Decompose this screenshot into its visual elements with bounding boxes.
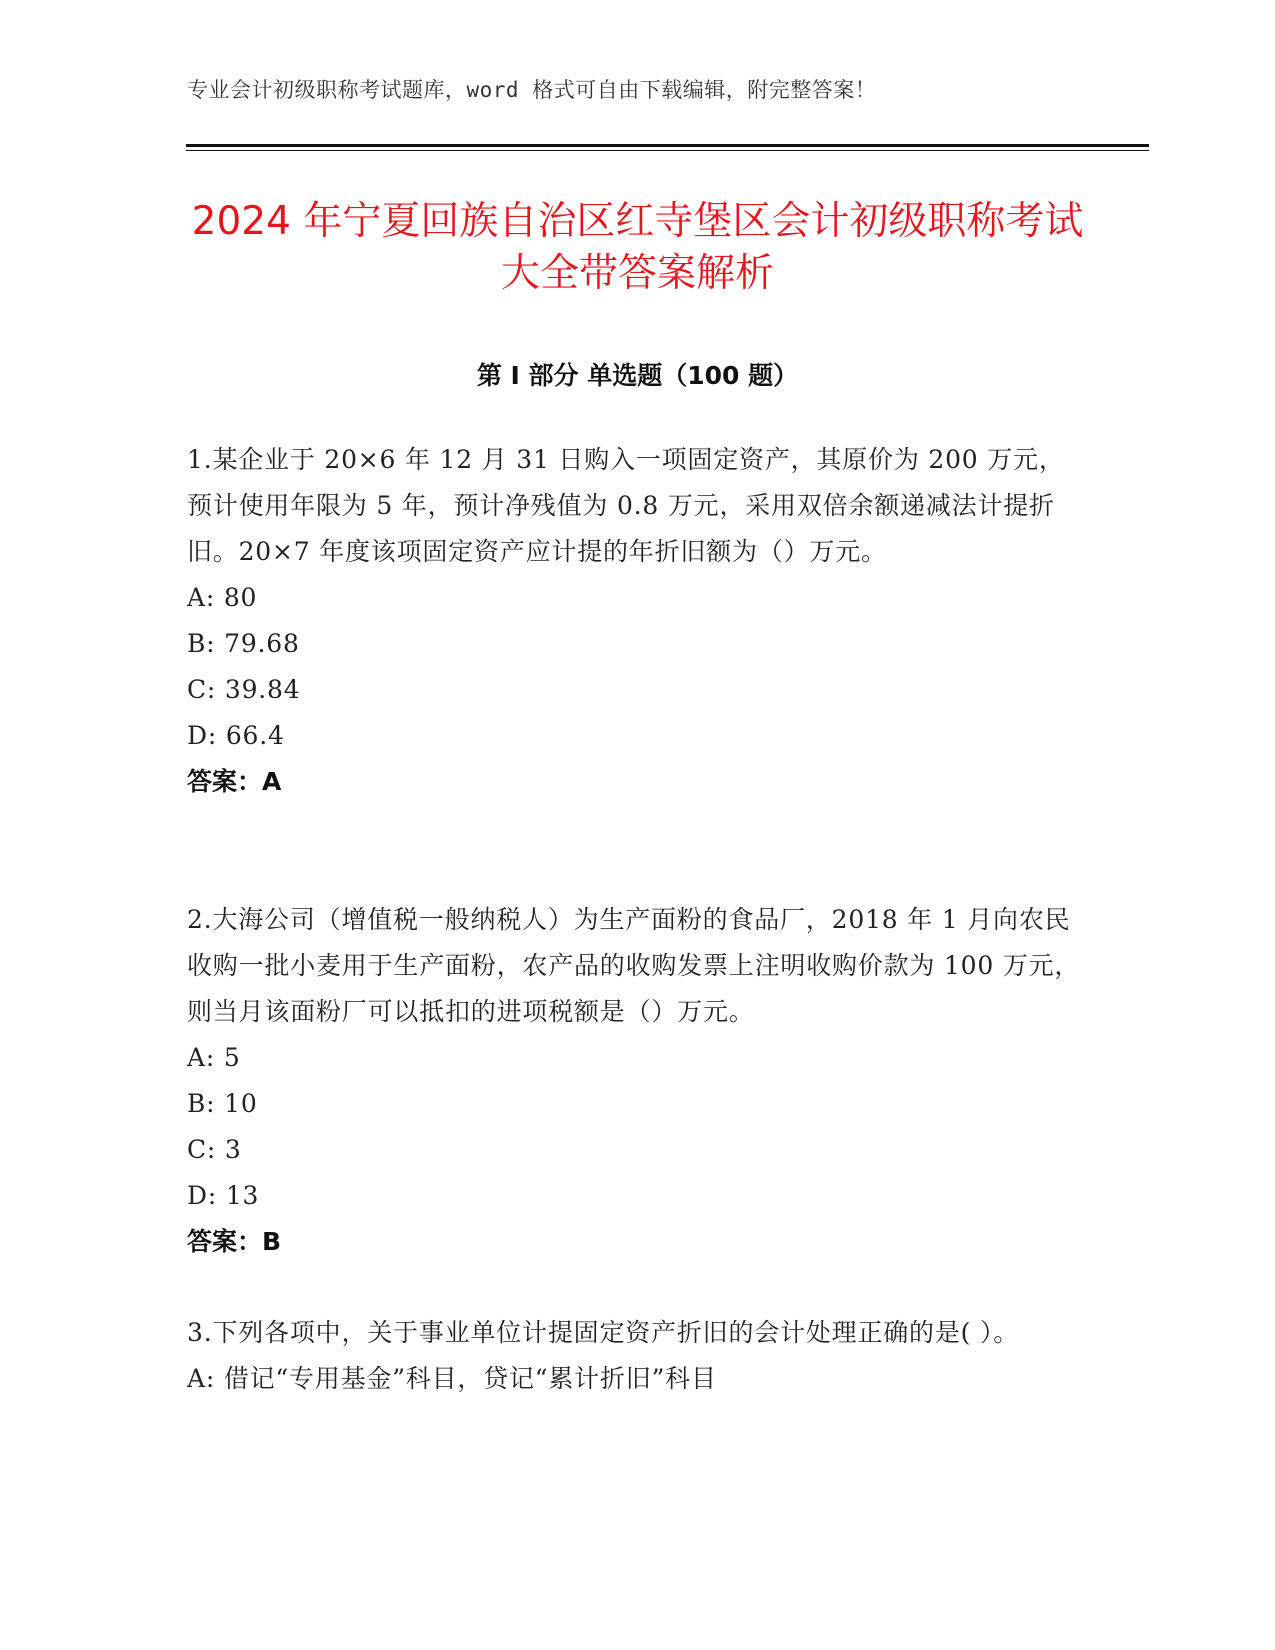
question-1	[187, 437, 1087, 805]
option-a: A: 80	[187, 583, 258, 612]
option-a: A: 5	[187, 1043, 241, 1072]
option-c: C: 3	[187, 1135, 242, 1164]
header-note: 专业会计初级职称考试题库，word 格式可自由下载编辑，附完整答案！	[187, 78, 877, 102]
question-stem: 3.下列各项中，关于事业单位计提固定资产折旧的会计处理正确的是( ）。	[187, 1318, 1020, 1347]
question-3	[187, 1310, 1087, 1402]
answer: 答案：A	[187, 767, 282, 796]
question-stem: 1.某企业于 20×6 年 12 月 31 日购入一项固定资产，其原价为 200 万元，预计使用年限为 5 年，预计净残值为 0.8 万元，采用双倍余额递减法计提折旧。20×7 年度该项固定资产应计提的年折旧额为（）万元。	[187, 445, 1065, 566]
option-d: D: 66.4	[187, 721, 285, 750]
option-c: C: 39.84	[187, 675, 301, 704]
option-b: B: 10	[187, 1089, 258, 1118]
question-2	[187, 897, 1087, 1265]
option-b: B: 79.68	[187, 629, 300, 658]
header-rule-thick	[186, 144, 1149, 147]
section-title: 第 I 部分 单选题（100 题）	[476, 361, 799, 390]
document-title: 2024 年宁夏回族自治区红寺堡区会计初级职称考试大全带答案解析	[191, 199, 1084, 296]
option-a: A: 借记“专用基金”科目，贷记“累计折旧”科目	[187, 1364, 717, 1393]
header-rule-thin	[186, 150, 1149, 151]
answer: 答案：B	[187, 1227, 282, 1256]
option-d: D: 13	[187, 1181, 260, 1210]
question-stem: 2.大海公司（增值税一般纳税人）为生产面粉的食品厂，2018 年 1 月向农民收购一批小麦用于生产面粉，农产品的收购发票上注明收购价款为 100 万元，则当月该面粉厂可以抵扣的进项税额是（）万元。	[187, 905, 1081, 1026]
